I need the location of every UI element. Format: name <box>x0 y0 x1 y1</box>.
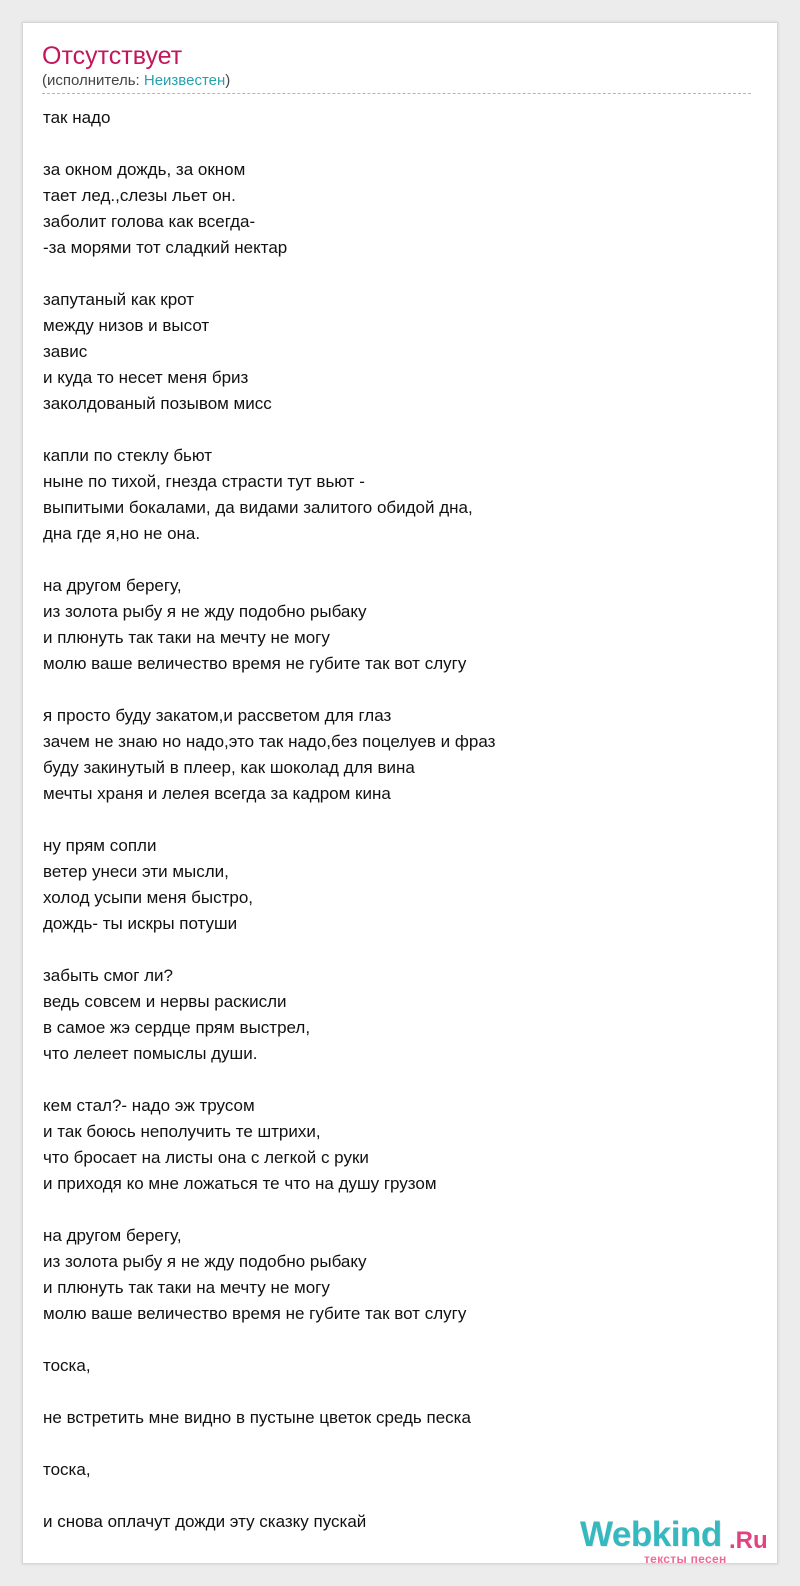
lyric-line: и плюнуть так таки на мечту не могу <box>43 1278 330 1297</box>
lyric-line: молю ваше величество время не губите так вот слугу <box>43 654 467 673</box>
stanza-gap <box>43 1379 763 1405</box>
lyric-line: забыть смог ли? <box>43 966 174 985</box>
stanza-gap <box>43 1431 763 1457</box>
lyric-line: молю ваше величество время не губите так вот слугу <box>43 1304 467 1323</box>
lyric-line: я просто буду закатом,и рассветом для глаз <box>43 706 392 725</box>
stanza-gap <box>43 417 763 443</box>
stanza-gap <box>43 937 763 963</box>
lyric-line: ведь совсем и нервы раскисли <box>43 992 287 1011</box>
lyric-line: буду закинутый в плеер, как шоколад для вина <box>43 758 415 777</box>
lyric-line: тоска, <box>43 1356 91 1375</box>
lyric-line: из золота рыбу я не жду подобно рыбаку <box>43 602 367 621</box>
stanza-gap <box>43 261 763 287</box>
stanza-gap <box>43 1197 763 1223</box>
lyric-line: -за морями тот сладкий нектар <box>43 238 288 257</box>
artist-suffix: ) <box>225 72 231 89</box>
lyric-line: так надо <box>43 108 111 127</box>
lyric-line: и так боюсь неполучить те штрихи, <box>43 1122 321 1141</box>
lyric-line: и снова оплачут дожди эту сказку пускай <box>43 1512 367 1531</box>
stanza-gap <box>43 1483 763 1509</box>
lyric-line: не встретить мне видно в пустыне цветок средь песка <box>43 1408 471 1427</box>
song-title: Отсутствует <box>42 42 183 70</box>
lyric-line: тает лед.,слезы льет он. <box>43 186 236 205</box>
lyric-line: ветер унеси эти мысли, <box>43 862 229 881</box>
lyric-line: и куда то несет меня бриз <box>43 368 249 387</box>
artist-line <box>42 72 230 90</box>
lyric-line: завис <box>43 342 88 361</box>
lyric-line: что бросает на листы она с легкой с руки <box>43 1148 369 1167</box>
lyric-line: холод усыпи меня быстро, <box>43 888 254 907</box>
title-divider <box>42 93 751 94</box>
lyric-line: зачем не знаю но надо,это так надо,без поцелуев и фраз <box>43 732 496 751</box>
lyric-line: в самое жэ сердце прям выстрел, <box>43 1018 311 1037</box>
stanza-gap <box>43 677 763 703</box>
lyric-line: дождь- ты искры потуши <box>43 914 238 933</box>
lyrics-card <box>22 22 778 1564</box>
lyric-line: заколдованый позывом мисс <box>43 394 272 413</box>
lyric-line: дна где я,но не она. <box>43 524 201 543</box>
logo-subtitle: тексты песен <box>644 1552 727 1566</box>
stanza-gap <box>43 1067 763 1093</box>
stanza-gap <box>43 1327 763 1353</box>
lyrics-text <box>43 105 763 1535</box>
stanza-gap <box>43 547 763 573</box>
lyric-line: за окном дождь, за окном <box>43 160 246 179</box>
lyric-line: что лелеет помыслы души. <box>43 1044 258 1063</box>
lyric-line: и приходя ко мне ложаться те что на душу грузом <box>43 1174 437 1193</box>
lyric-line: ныне по тихой, гнезда страсти тут вьют - <box>43 472 365 491</box>
artist-prefix: (исполнитель: <box>42 72 144 89</box>
logo-tld: .Ru <box>729 1527 768 1554</box>
lyric-line: кем стал?- надо эж трусом <box>43 1096 255 1115</box>
artist-link[interactable]: Неизвестен <box>143 72 226 89</box>
lyric-line: ну прям сопли <box>43 836 157 855</box>
stanza-gap <box>43 131 763 157</box>
lyric-line: мечты храня и лелея всегда за кадром кина <box>43 784 391 803</box>
lyric-line: на другом берегу, <box>43 576 182 595</box>
lyric-line: заболит голова как всегда- <box>43 212 256 231</box>
lyric-line: и плюнуть так таки на мечту не могу <box>43 628 330 647</box>
lyric-line: тоска, <box>43 1460 91 1479</box>
lyric-line: между низов и высот <box>43 316 210 335</box>
lyric-line: из золота рыбу я не жду подобно рыбаку <box>43 1252 367 1271</box>
lyric-line: запутаный как крот <box>43 290 195 309</box>
lyric-line: на другом берегу, <box>43 1226 182 1245</box>
lyric-line: капли по стеклу бьют <box>43 446 213 465</box>
webkind-logo[interactable] <box>580 1515 770 1566</box>
logo-word: Webkind <box>580 1515 722 1554</box>
lyric-line: выпитыми бокалами, да видами залитого обидой дна, <box>43 498 473 517</box>
stanza-gap <box>43 807 763 833</box>
